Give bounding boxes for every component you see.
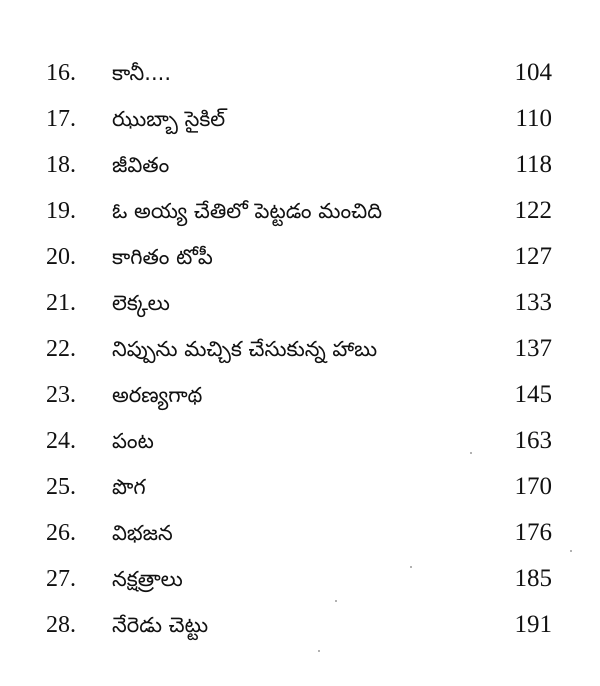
- page-number: 176: [514, 519, 552, 546]
- scan-speck: [318, 650, 320, 652]
- scan-speck: [470, 452, 472, 454]
- toc-entry: [46, 466, 560, 512]
- toc-entry: [46, 512, 560, 558]
- scan-speck: [410, 566, 412, 568]
- chapter-number: 25.: [46, 474, 76, 500]
- chapter-number: 16.: [46, 60, 76, 86]
- page-number: 110: [515, 105, 552, 132]
- chapter-title: పంట: [112, 429, 154, 453]
- toc-entry: [46, 98, 560, 144]
- toc-entry: [46, 144, 560, 190]
- chapter-title: ఝుబ్బా సైకిల్: [112, 107, 226, 131]
- toc-entry: [46, 420, 560, 466]
- page-number: 185: [514, 565, 552, 592]
- chapter-number: 18.: [46, 152, 76, 178]
- page-number: 122: [514, 197, 552, 224]
- toc-entry: [46, 190, 560, 236]
- page-number: 133: [514, 289, 552, 316]
- page-number: 137: [514, 335, 552, 362]
- chapter-title: విభజన: [112, 521, 173, 545]
- chapter-number: 26.: [46, 520, 76, 546]
- toc-entry: [46, 236, 560, 282]
- chapter-number: 22.: [46, 336, 76, 362]
- chapter-title: లెక్కలు: [112, 291, 170, 315]
- page-number: 170: [514, 473, 552, 500]
- chapter-number: 28.: [46, 612, 76, 638]
- toc-entry: [46, 374, 560, 420]
- toc-entry: [46, 604, 560, 650]
- chapter-title: కాగితం టోపీ: [112, 245, 213, 269]
- page-number: 118: [515, 151, 552, 178]
- chapter-title: కానీ....: [112, 61, 171, 85]
- chapter-number: 23.: [46, 382, 76, 408]
- page-number: 145: [514, 381, 552, 408]
- chapter-title: ఓ అయ్య చేతిలో పెట్టడం మంచిది: [112, 199, 383, 223]
- chapter-title: నేరెడు చెట్టు: [112, 613, 209, 637]
- scan-speck: [570, 550, 572, 552]
- toc-entry: [46, 282, 560, 328]
- scan-speck: [335, 600, 337, 602]
- chapter-number: 19.: [46, 198, 76, 224]
- chapter-number: 17.: [46, 106, 76, 132]
- table-of-contents: [46, 52, 560, 650]
- chapter-number: 27.: [46, 566, 76, 592]
- toc-entry: [46, 558, 560, 604]
- page-number: 127: [514, 243, 552, 270]
- page-number: 163: [514, 427, 552, 454]
- chapter-title: నక్షత్రాలు: [112, 567, 183, 591]
- chapter-number: 24.: [46, 428, 76, 454]
- toc-entry: [46, 328, 560, 374]
- chapter-title: జీవితం: [112, 153, 170, 177]
- chapter-title: అరణ్యగాథ: [112, 383, 203, 407]
- page-number: 191: [514, 611, 552, 638]
- chapter-title: నిప్పును మచ్చిక చేసుకున్న హాబు: [112, 337, 378, 361]
- chapter-title: పొగ: [112, 475, 146, 499]
- toc-entry: [46, 52, 560, 98]
- chapter-number: 20.: [46, 244, 76, 270]
- page-number: 104: [514, 59, 552, 86]
- chapter-number: 21.: [46, 290, 76, 316]
